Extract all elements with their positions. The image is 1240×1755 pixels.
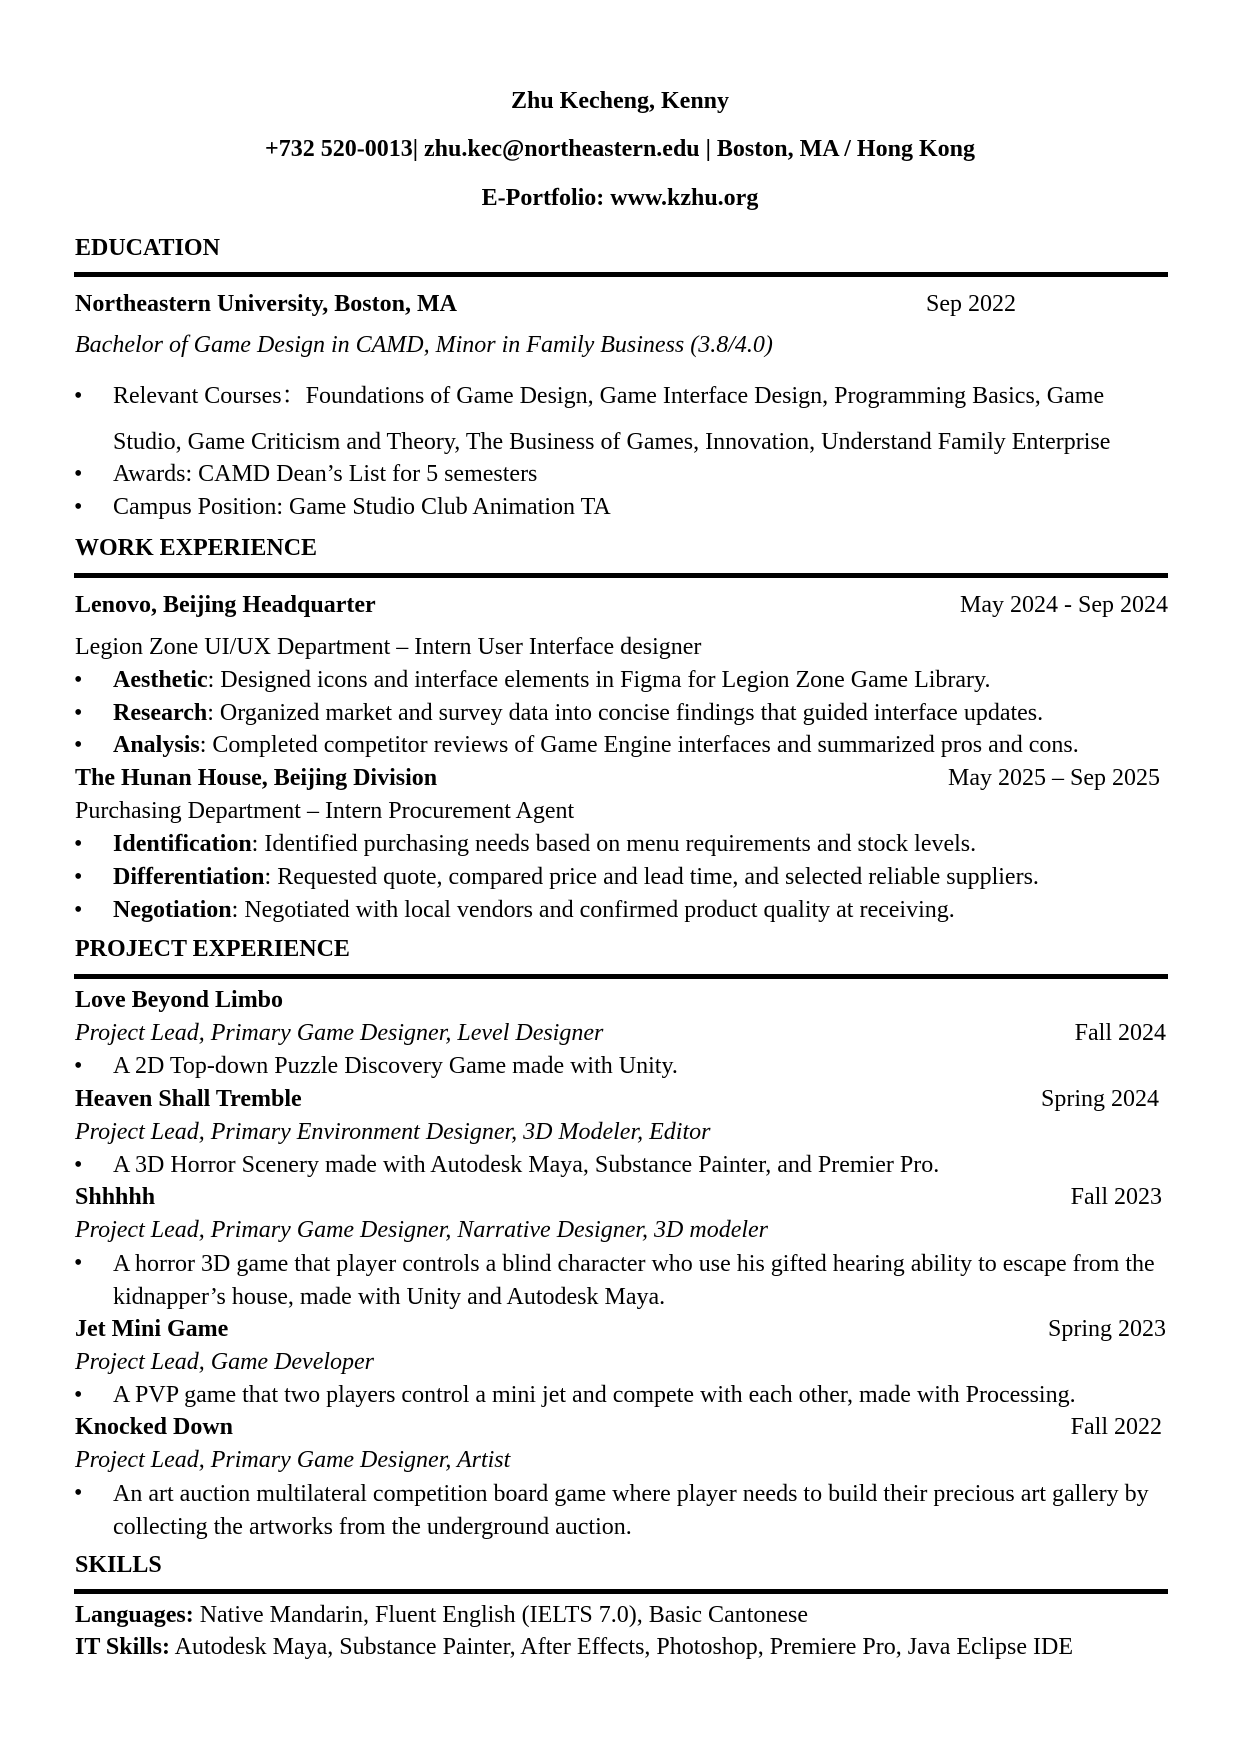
- contact-line: +732 520-0013| zhu.kec@northeastern.edu | Boston, MA / Hong Kong: [265, 136, 975, 162]
- education-campus: Campus Position: Game Studio Club Animation TA: [113, 494, 611, 520]
- education-courses-line2: Studio, Game Criticism and Theory, The Business of Games, Innovation, Understand Family Enterprise: [113, 429, 1111, 455]
- project-roles: Project Lead, Game Developer: [75, 1349, 375, 1375]
- bullet-icon: •: [74, 461, 83, 487]
- job-bullet-label: Negotiation: [113, 897, 232, 923]
- bullet-icon: •: [74, 897, 83, 923]
- job-bullet-text: : Organized market and survey data into concise findings that guided interface updates.: [207, 700, 1044, 726]
- bullet-icon: •: [74, 1250, 83, 1276]
- bullet-icon: •: [74, 732, 83, 758]
- project-description: A horror 3D game that player controls a blind character who use his gifted hearing ability to escape from the kidnapper’s house, made with Unity and Autodesk Maya.: [113, 1251, 1155, 1310]
- job-bullet-label: Differentiation: [113, 864, 265, 890]
- job-bullet: [113, 730, 1169, 760]
- project-date: Fall 2022: [1070, 1414, 1162, 1440]
- project-roles: Project Lead, Primary Environment Designer, 3D Modeler, Editor: [75, 1119, 711, 1145]
- project-description: A 2D Top-down Puzzle Discovery Game made with Unity.: [113, 1053, 678, 1079]
- bullet-icon: •: [74, 831, 83, 857]
- job-date: May 2024 - Sep 2024: [960, 592, 1168, 618]
- project-date: Spring 2024: [1040, 1086, 1159, 1112]
- education-awards: Awards: CAMD Dean’s List for 5 semesters: [113, 461, 538, 487]
- job-bullet: [113, 698, 1169, 728]
- project-title: Jet Mini Game: [75, 1316, 229, 1342]
- education-date: Sep 2022: [926, 291, 1016, 317]
- bullet-icon: •: [74, 494, 83, 520]
- education-school: Northeastern University, Boston, MA: [75, 291, 457, 317]
- project-roles: Project Lead, Primary Game Designer, Level Designer: [75, 1020, 604, 1046]
- education-divider: [74, 272, 1168, 277]
- job-role: Legion Zone UI/UX Department – Intern User Interface designer: [75, 634, 702, 660]
- job-company: The Hunan House, Beijing Division: [75, 765, 438, 791]
- project-title: Shhhhh: [75, 1184, 156, 1210]
- project-roles: Project Lead, Primary Game Designer, Narrative Designer, 3D modeler: [75, 1217, 769, 1243]
- skills-heading: SKILLS: [75, 1552, 162, 1578]
- project-title: Heaven Shall Tremble: [75, 1086, 302, 1112]
- bullet-icon: •: [74, 700, 83, 726]
- project-description: A PVP game that two players control a mini jet and compete with each other, made with Processing.: [113, 1382, 1076, 1408]
- project-description: A 3D Horror Scenery made with Autodesk Maya, Substance Painter, and Premier Pro.: [113, 1152, 940, 1178]
- education-courses-line1: Relevant Courses：Foundations of Game Design, Game Interface Design, Programming Basics, Game: [113, 383, 1105, 409]
- skills-languages-label: Languages:: [75, 1602, 194, 1628]
- project-description: An art auction multilateral competition board game where player needs to build their precious art gallery by collecting the artworks from the underground auction.: [113, 1481, 1149, 1540]
- bullet-icon: •: [74, 1480, 83, 1506]
- skills-divider: [74, 1589, 1168, 1594]
- work-divider: [74, 573, 1168, 578]
- job-bullet: [113, 829, 1169, 859]
- job-bullet-text: : Designed icons and interface elements in Figma for Legion Zone Game Library.: [207, 667, 991, 693]
- project-roles: Project Lead, Primary Game Designer, Artist: [75, 1447, 511, 1473]
- projects-divider: [74, 974, 1168, 979]
- job-role: Purchasing Department – Intern Procurement Agent: [75, 798, 575, 824]
- job-company: Lenovo, Beijing Headquarter: [75, 592, 376, 618]
- job-date: May 2025 – Sep 2025: [948, 765, 1160, 791]
- job-bullet-label: Analysis: [113, 732, 200, 758]
- skills-it-label: IT Skills:: [75, 1634, 170, 1660]
- bullet-icon: •: [74, 1382, 83, 1408]
- job-bullet-label: Aesthetic: [113, 667, 208, 693]
- job-bullet-text: : Completed competitor reviews of Game Engine interfaces and summarized pros and cons.: [199, 732, 1079, 758]
- job-bullet-text: : Negotiated with local vendors and confirmed product quality at receiving.: [231, 897, 955, 923]
- education-heading: EDUCATION: [75, 235, 220, 261]
- job-bullet-text: : Identified purchasing needs based on menu requirements and stock levels.: [251, 831, 977, 857]
- project-title: Love Beyond Limbo: [75, 987, 284, 1013]
- bullet-icon: •: [74, 1053, 83, 1079]
- candidate-name: Zhu Kecheng, Kenny: [510, 88, 730, 114]
- bullet-icon: •: [74, 864, 83, 890]
- job-bullet: [113, 895, 1169, 925]
- job-bullet: [113, 862, 1169, 892]
- project-date: Fall 2023: [1070, 1184, 1162, 1210]
- skills-it: [75, 1632, 1073, 1662]
- job-bullet-text: : Requested quote, compared price and lead time, and selected reliable suppliers.: [264, 864, 1039, 890]
- job-bullet-label: Research: [113, 700, 208, 726]
- project-date: Spring 2023: [1047, 1316, 1166, 1342]
- job-bullet-label: Identification: [113, 831, 252, 857]
- education-degree: Bachelor of Game Design in CAMD, Minor in Family Business (3.8/4.0): [75, 332, 773, 358]
- skills-languages: [75, 1600, 808, 1630]
- bullet-icon: •: [74, 667, 83, 693]
- job-bullet: [113, 665, 1169, 695]
- projects-heading: PROJECT EXPERIENCE: [75, 936, 350, 962]
- bullet-icon: •: [74, 383, 83, 409]
- bullet-icon: •: [74, 1152, 83, 1178]
- project-title: Knocked Down: [75, 1414, 234, 1440]
- skills-languages-value: Native Mandarin, Fluent English (IELTS 7.0), Basic Cantonese: [193, 1602, 809, 1628]
- skills-it-value: Autodesk Maya, Substance Painter, After Effects, Photoshop, Premiere Pro, Java Eclipse IDE: [169, 1634, 1074, 1660]
- project-date: Fall 2024: [1074, 1020, 1166, 1046]
- portfolio-line: E-Portfolio: www.kzhu.org: [481, 185, 759, 211]
- work-heading: WORK EXPERIENCE: [75, 535, 318, 561]
